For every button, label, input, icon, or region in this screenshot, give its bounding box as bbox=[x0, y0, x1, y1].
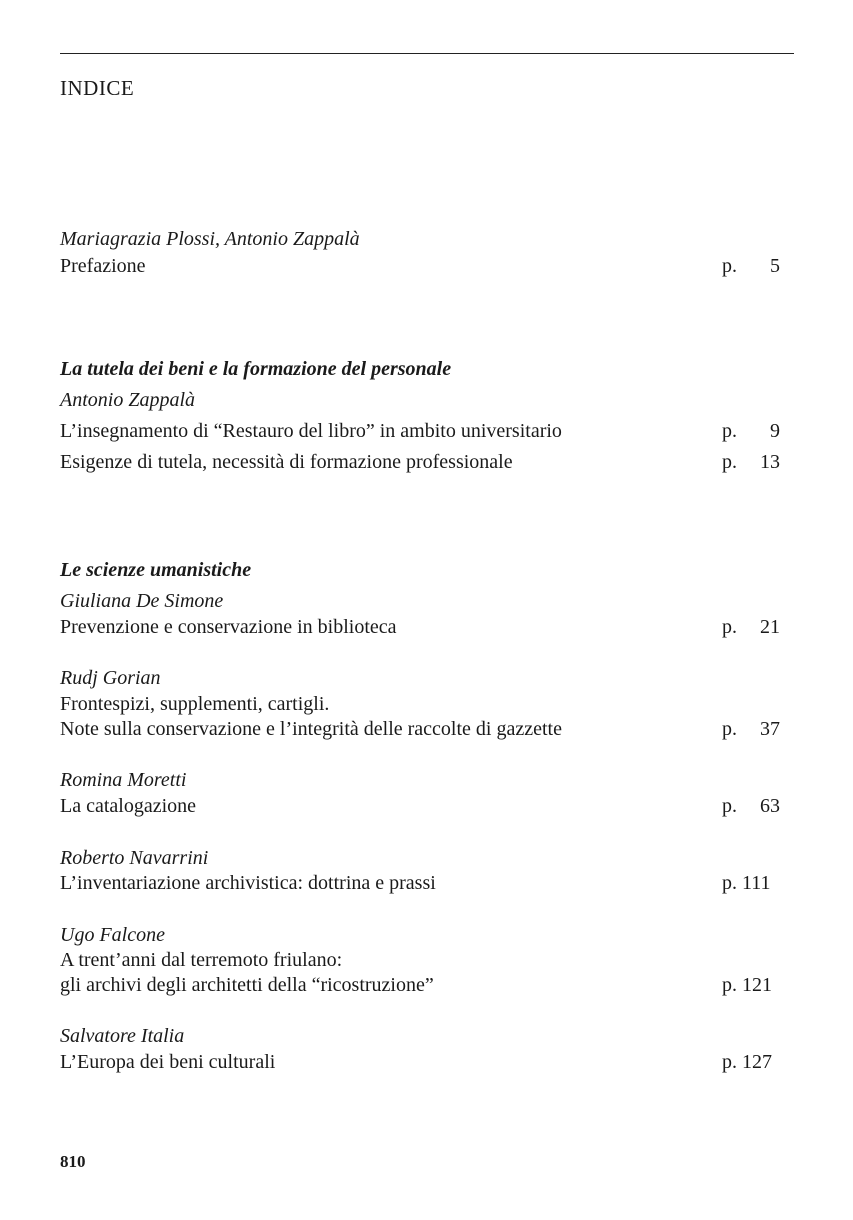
page-ref: p. 121 bbox=[722, 974, 772, 996]
entry-author: Salvatore Italia bbox=[60, 1025, 185, 1047]
entry-author: Ugo Falcone bbox=[60, 924, 165, 946]
entry-title: L’insegnamento di “Restauro del libro” in ambito universitario bbox=[60, 420, 562, 442]
entry-title: Frontespizi, supplementi, cartigli. bbox=[60, 693, 330, 715]
page-ref: p. 21 bbox=[722, 616, 780, 638]
page-ref: p. 9 bbox=[722, 420, 780, 442]
page-number: 810 bbox=[60, 1152, 86, 1171]
section-heading: Le scienze umanistiche bbox=[60, 559, 252, 581]
page-ref: p. 111 bbox=[722, 872, 771, 894]
entry-title: L’Europa dei beni culturali bbox=[60, 1051, 276, 1073]
entry-title: A trent’anni dal terremoto friulano: bbox=[60, 949, 343, 971]
page-ref: p. 63 bbox=[722, 795, 780, 817]
top-rule bbox=[60, 53, 794, 54]
page-ref: p. 13 bbox=[722, 451, 780, 473]
entry-author: Roberto Navarrini bbox=[60, 847, 209, 869]
entry-author: Romina Moretti bbox=[60, 769, 187, 791]
entry-author: Giuliana De Simone bbox=[60, 590, 224, 612]
entry-author: Mariagrazia Plossi, Antonio Zappalà bbox=[60, 228, 360, 250]
entry-title: La catalogazione bbox=[60, 795, 197, 817]
entry-title: Prefazione bbox=[60, 255, 146, 277]
page-ref: p. 5 bbox=[722, 255, 780, 277]
entry-title: gli archivi degli architetti della “ricostruzione” bbox=[60, 974, 434, 996]
entry-title: Prevenzione e conservazione in biblioteca bbox=[60, 616, 397, 638]
entry-author: Rudj Gorian bbox=[60, 667, 161, 689]
page-ref: p. 127 bbox=[722, 1051, 772, 1073]
entry-title: Esigenze di tutela, necessità di formazione professionale bbox=[60, 451, 513, 473]
page-title: INDICE bbox=[60, 76, 135, 100]
entry-title: L’inventariazione archivistica: dottrina e prassi bbox=[60, 872, 436, 894]
section-heading: La tutela dei beni e la formazione del personale bbox=[60, 358, 452, 380]
entry-author: Antonio Zappalà bbox=[60, 389, 196, 411]
entry-title: Note sulla conservazione e l’integrità delle raccolte di gazzette bbox=[60, 718, 562, 740]
page-ref: p. 37 bbox=[722, 718, 780, 740]
